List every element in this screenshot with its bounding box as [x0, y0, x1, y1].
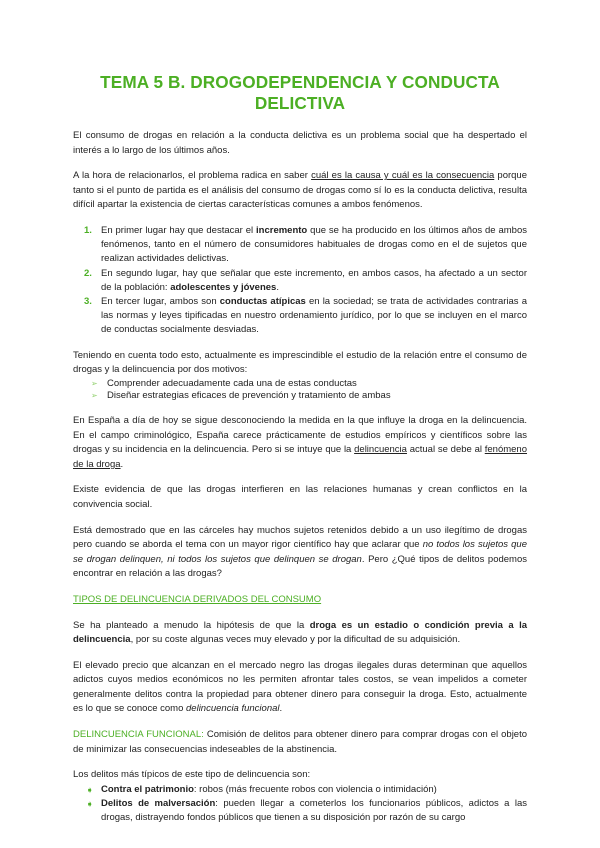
spain-text-c: . — [120, 458, 124, 470]
page-title: TEMA 5 B. DROGODEPENDENCIA Y CONDUCTA DELICTIVA — [100, 72, 500, 113]
motives-list — [73, 378, 527, 403]
item-bold: Contra el patrimonio — [101, 783, 194, 795]
price-text-b: . — [279, 703, 283, 715]
intro-paragraph — [73, 129, 527, 158]
arrow-bullet-icon: ➧ — [86, 799, 94, 810]
motives-intro-text: Teniendo en cuenta todo esto, actualmente es imprescindible el estudio de la relación entre el consumo de drogas y la delincuencia por dos motivos: — [73, 349, 527, 376]
list-item — [73, 797, 527, 825]
intro-text: El consumo de drogas en relación a la conducta delictiva es un problema social que ha despertado el interés a lo largo de los últimos años. — [73, 130, 527, 156]
item-text: En tercer lugar, ambos son — [101, 295, 220, 307]
crimes-list — [73, 783, 527, 826]
fenomeno-underline: fenómeno de la droga — [73, 444, 528, 470]
relation-paragraph — [73, 169, 527, 213]
item-bold: adolescentes y jóvenes — [170, 281, 277, 293]
list-number: 1. — [84, 224, 92, 236]
hypothesis-bold: droga es un estadio o condición previa a la delincuencia — [73, 619, 528, 646]
square-bullet-icon: ➢ — [91, 391, 98, 401]
list-item — [73, 378, 527, 391]
arrow-bullet-icon: ➧ — [86, 784, 94, 795]
hypothesis-text-b: , por su coste algunas veces muy elevado y por la dificultad de su adquisición. — [130, 634, 461, 646]
functional-definition-paragraph — [73, 728, 527, 757]
spain-text-b: actual se debe al — [406, 444, 485, 456]
item-text: En primer lugar hay que destacar el — [101, 224, 257, 236]
item-text: : robos (más frecuente robos con violencia o intimidación) — [193, 783, 437, 795]
crimes-intro-text: Los delitos más típicos de este tipo de delincuencia son: — [73, 769, 311, 781]
relation-text-a: A la hora de relacionarlos, el problema radica en saber — [73, 170, 312, 182]
relation-text-b: porque tanto si el punto de partida es el análisis del consumo de drogas como sí lo es la conducta delictiva, resulta difícil apartar la existencia de ciertas características comunes a ambos fenómenos. — [73, 170, 527, 211]
evidence-text: Existe evidencia de que las drogas interfieren en las relaciones humanas y crean conflictos en la convivencia social. — [73, 484, 527, 510]
spain-paragraph — [73, 414, 527, 472]
delincuencia-underline: delincuencia — [354, 444, 407, 456]
motives-intro-paragraph — [73, 349, 527, 378]
list-item — [73, 783, 527, 797]
item-bold: conductas atípicas — [219, 295, 306, 307]
item-bold: Delitos de malversación — [101, 798, 216, 810]
prisons-italic: no todos los sujetos que se drogan delinquen, ni todos los sujetos que delinquen se drogan — [73, 539, 527, 565]
square-bullet-icon: ➢ — [91, 378, 98, 388]
evidence-paragraph — [73, 483, 527, 512]
item-text: que se ha producido en los últimos años de ambos fenómenos, tanto en el número de consumidores habituales de drogas como en el de sujetos que realizan actividades delictivas. — [101, 224, 527, 265]
list-item — [73, 224, 527, 267]
item-text: En segundo lugar, hay que señalar que este incremento, en ambos casos, ha afectado a un sector de la población: — [101, 267, 527, 293]
item-bold: incremento — [256, 224, 308, 236]
item-text: . — [276, 281, 279, 293]
hypothesis-paragraph — [73, 619, 527, 648]
list-number: 3. — [84, 295, 92, 307]
price-paragraph — [73, 659, 527, 717]
price-italic: delincuencia funcional — [186, 703, 280, 715]
section-heading: TIPOS DE DELINCUENCIA DERIVADOS DEL CONSUMO — [73, 593, 322, 605]
list-item — [73, 295, 527, 338]
price-text-a: El elevado precio que alcanzan en el mercado negro las drogas ilegales duras determinan que aquellos adictos cuyos medios económicos no les permiten afrontar tales costos, se vean impelidos a cometer generalmente delitos contra la propiedad para obtener dinero para conseguir la droga. Esto, actualmente es lo que se conoce como — [73, 659, 527, 715]
item-text: Diseñar estrategias eficaces de prevención y tratamiento de ambas — [107, 390, 391, 402]
prisons-paragraph — [73, 524, 527, 582]
hypothesis-text-a: Se ha planteado a menudo la hipótesis de que la — [73, 619, 310, 631]
list-number: 2. — [84, 267, 92, 279]
list-item — [73, 390, 527, 403]
common-features-list — [73, 224, 527, 338]
spain-text-a: En España a día de hoy se sigue desconociendo la medida en la que influye la droga en la delincuencia. En el campo criminológico, España carece prácticamente de estudios empíricos y científicos sobre las drogas y su incidencia en la delincuencia. Pero si se intuye que la — [73, 414, 527, 456]
cause-consequence-underline: cuál es la causa y cuál es la consecuencia — [311, 170, 495, 182]
item-text: : pueden llegar a cometerlos los funcionarios públicos, adictos a las drogas, distrayendo fondos públicos que tienen a su disposición por razón de su cargo — [101, 798, 527, 824]
item-text: Comprender adecuadamente cada una de estas conductas — [107, 377, 357, 389]
definition-text: Comisión de delitos para obtener dinero para comprar drogas con el objeto de minimizar las consecuencias indeseables de la abstinencia. — [73, 729, 528, 755]
definition-label: DELINCUENCIA FUNCIONAL: — [73, 729, 204, 741]
crimes-intro-paragraph — [73, 768, 527, 783]
prisons-text-a: Está demostrado que en las cárceles hay muchos sujetos retenidos debido a un uso ilegítimo de drogas pero cuando se aborda el tema con un mayor rigor científico hay que aclarar que — [73, 524, 527, 551]
list-item — [73, 267, 527, 295]
item-text: en la sociedad; se trata de actividades contrarias a las normas y leyes tipificadas en nuestro ordenamiento jurídico, por lo que se incluyen en el marco de conductas socialmente desviadas. — [101, 295, 527, 336]
prisons-text-b: . Pero ¿Qué tipos de delitos podemos encontrar en relación a las drogas? — [73, 553, 528, 580]
